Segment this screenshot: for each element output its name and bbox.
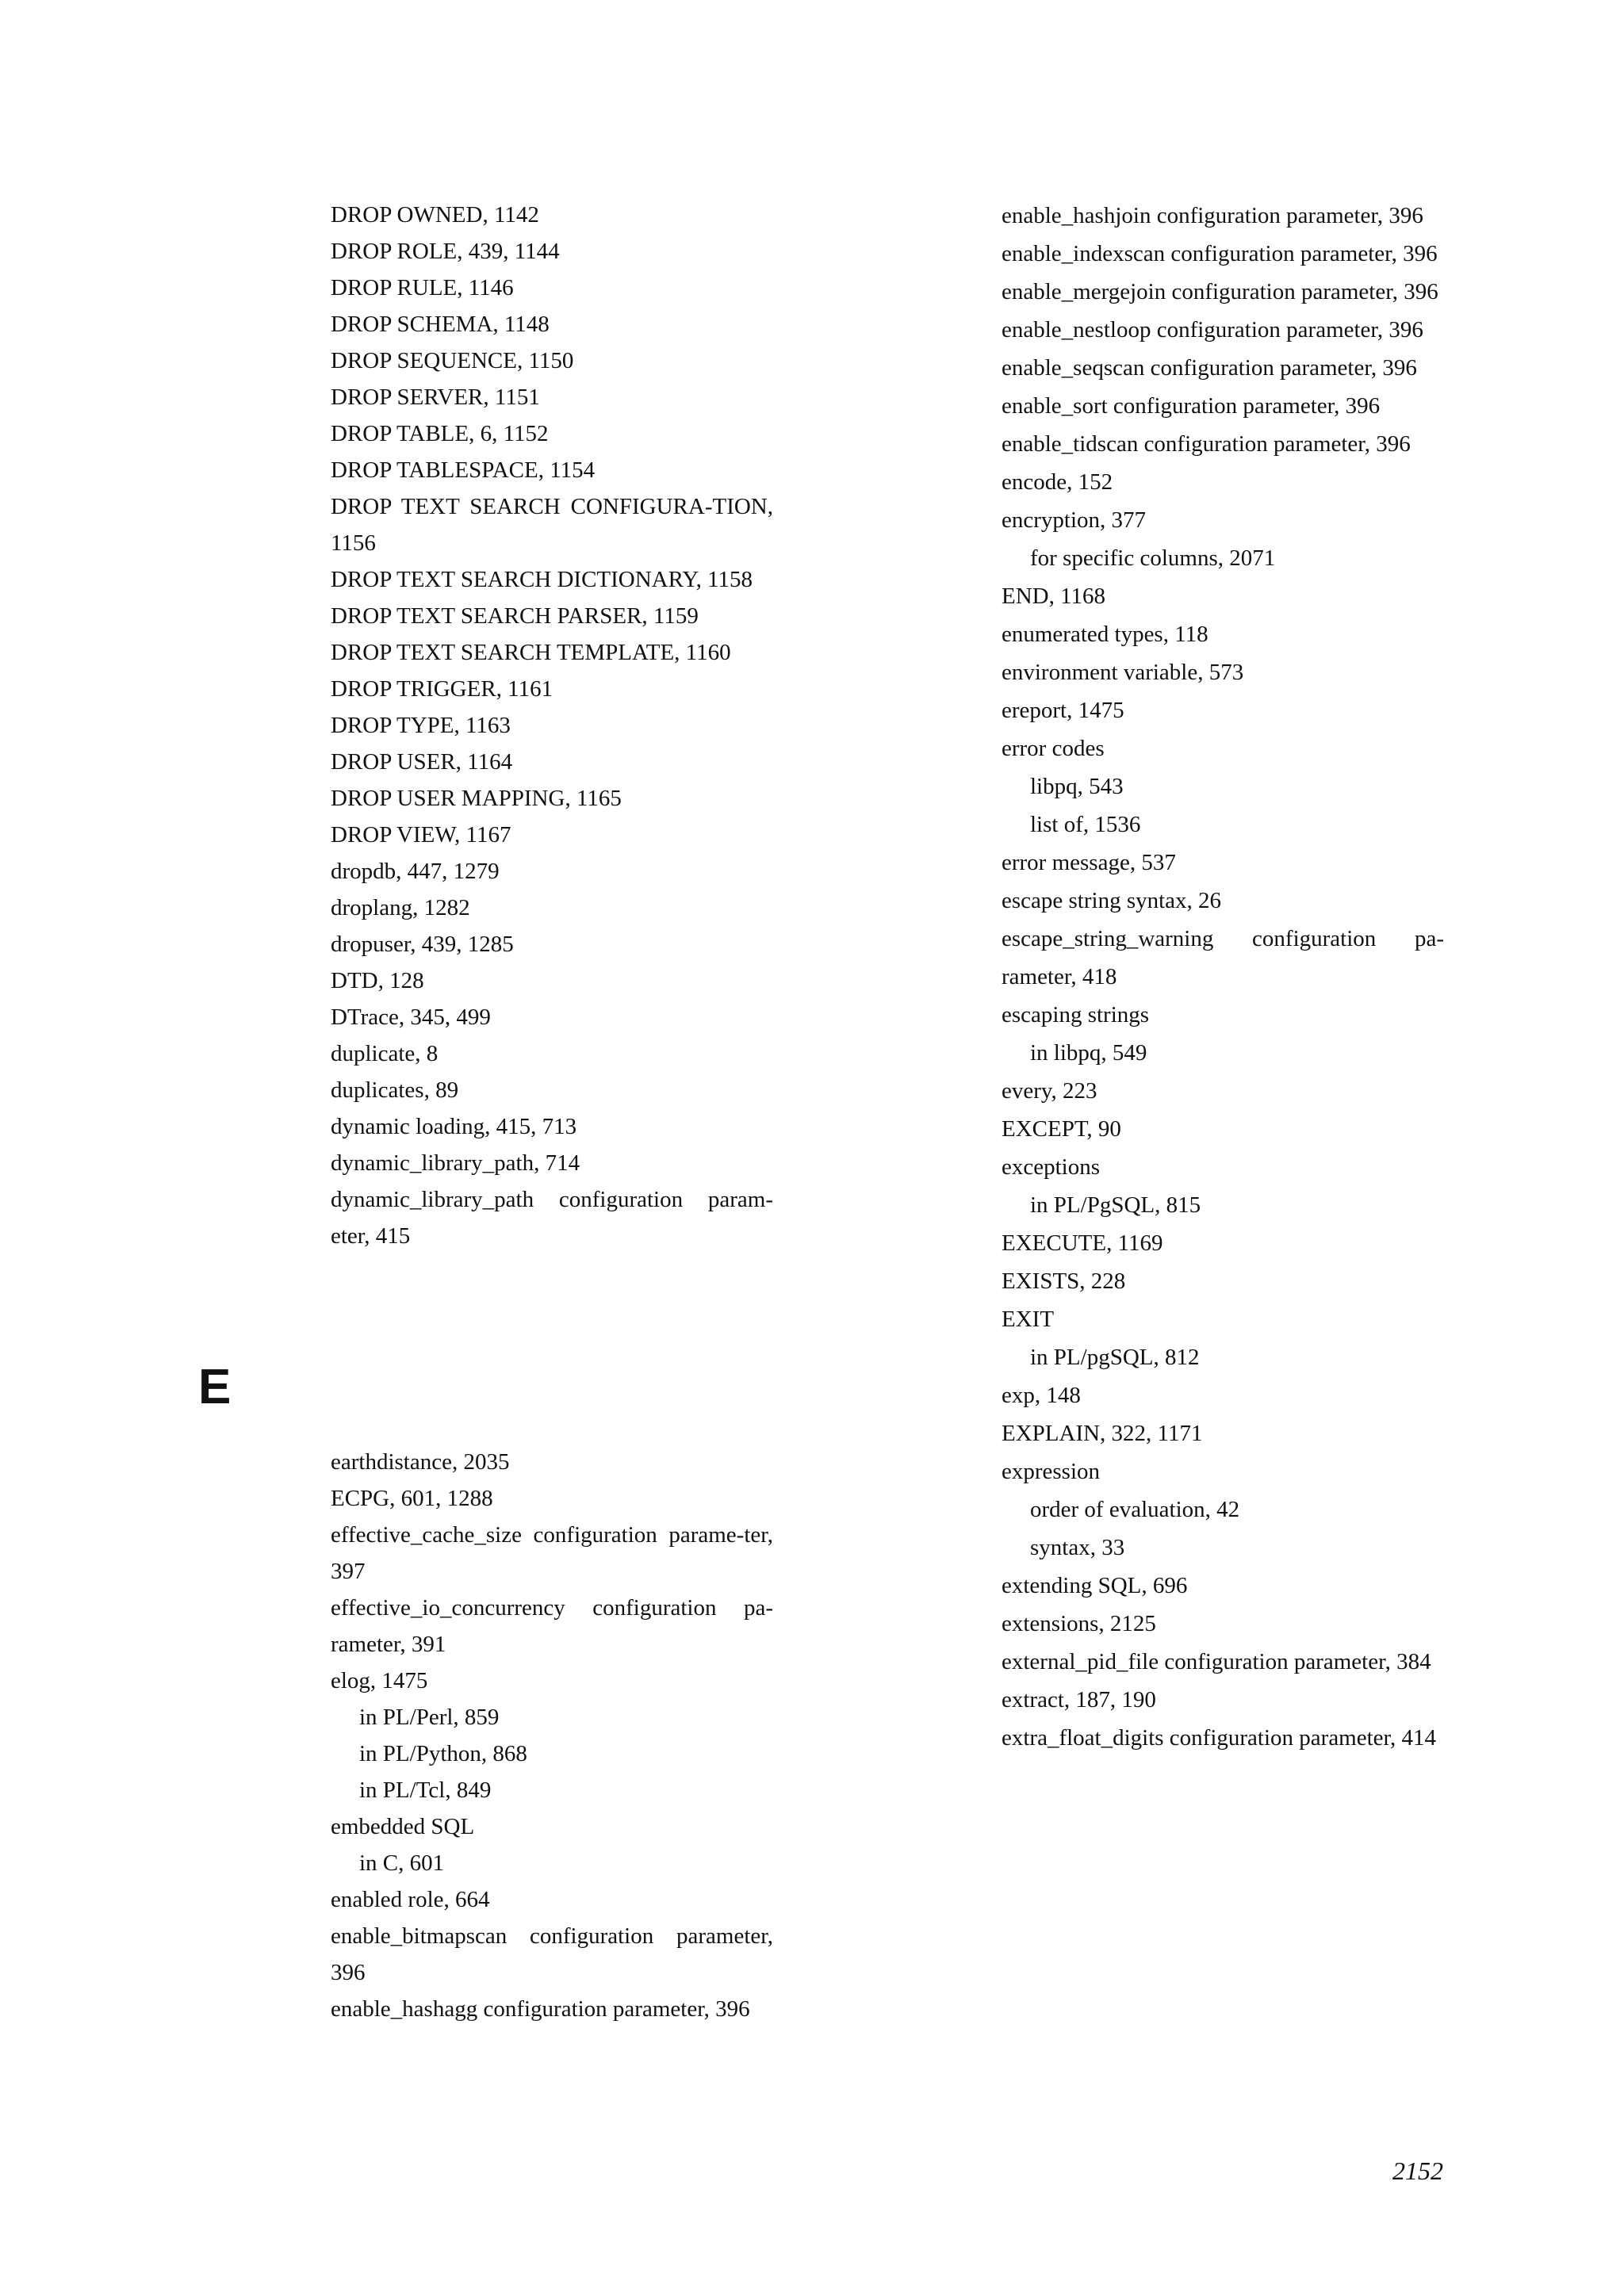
index-entry: expression	[1002, 1459, 1101, 1484]
index-entry: EXPLAIN, 322, 1171	[1002, 1421, 1203, 1446]
index-entry: extra_float_digits configuration parameter, 414	[1002, 1725, 1437, 1751]
index-entry: DROP USER, 1164	[331, 749, 513, 775]
index-subentry: order of evaluation, 42	[1030, 1497, 1240, 1522]
index-entry: duplicate, 8	[331, 1041, 439, 1066]
left-column-e-entries	[331, 1444, 773, 2027]
index-subentry: in PL/PgSQL, 815	[1030, 1192, 1201, 1218]
index-subentry: in libpq, 549	[1030, 1040, 1147, 1066]
index-subentry: in PL/Tcl, 849	[359, 1777, 492, 1803]
index-entry: earthdistance, 2035	[331, 1449, 510, 1475]
index-entry: EXECUTE, 1169	[1002, 1230, 1163, 1256]
index-entry: extract, 187, 190	[1002, 1687, 1156, 1712]
index-entry: ECPG, 601, 1288	[331, 1486, 493, 1511]
index-entry: enable_nestloop configuration parameter, 396	[1002, 317, 1423, 342]
index-entry: escaping strings	[1002, 1002, 1150, 1027]
page-number: 2152	[1392, 2156, 1443, 2185]
index-entry: dropuser, 439, 1285	[331, 932, 514, 957]
index-subentry: in PL/pgSQL, 812	[1030, 1345, 1200, 1370]
index-entry: embedded SQL	[331, 1814, 475, 1839]
index-subentry: in PL/Python, 868	[359, 1741, 527, 1766]
index-entry: DROP SERVER, 1151	[331, 385, 540, 410]
index-entry: DROP TEXT SEARCH PARSER, 1159	[331, 603, 699, 629]
index-entry: EXISTS, 228	[1002, 1269, 1126, 1294]
left-column-d-entries	[331, 197, 773, 1254]
index-entry: DROP OWNED, 1142	[331, 202, 539, 228]
index-entry: effective_cache_size configuration parame-ter, 397	[331, 1522, 773, 1584]
index-entry: DROP TYPE, 1163	[331, 713, 511, 738]
index-entry: enable_hashagg configuration parameter, 396	[331, 1996, 750, 2022]
index-entry: enable_bitmapscan configuration parameter, 396	[331, 1923, 773, 1985]
index-entry: effective_io_concurrency configuration pa-rameter, 391	[331, 1595, 773, 1657]
index-entry: DROP USER MAPPING, 1165	[331, 786, 622, 811]
index-entry: DTrace, 345, 499	[331, 1004, 491, 1030]
index-entry: extending SQL, 696	[1002, 1573, 1188, 1598]
index-entry: dynamic_library_path, 714	[331, 1150, 580, 1176]
index-entry: DROP TEXT SEARCH CONFIGURA-TION, 1156	[331, 494, 773, 556]
index-entry: enable_mergejoin configuration parameter, 396	[1002, 279, 1438, 304]
index-entry: EXCEPT, 90	[1002, 1116, 1121, 1142]
index-entry: dropdb, 447, 1279	[331, 859, 500, 884]
index-entry: encryption, 377	[1002, 507, 1147, 533]
index-entry: encode, 152	[1002, 469, 1113, 495]
index-entry: enable_hashjoin configuration parameter, 396	[1002, 203, 1423, 228]
index-entry: elog, 1475	[331, 1668, 428, 1693]
index-entry: escape_string_warning configuration pa-rameter, 418	[1002, 926, 1444, 989]
index-subentry: for specific columns, 2071	[1030, 545, 1276, 571]
index-entry: DROP SEQUENCE, 1150	[331, 348, 574, 373]
section-letter-e: E	[198, 1360, 232, 1414]
right-column-entries	[1002, 197, 1444, 1757]
index-subentry: libpq, 543	[1030, 774, 1124, 799]
index-entry: DROP TEXT SEARCH DICTIONARY, 1158	[331, 567, 753, 592]
index-entry: DROP ROLE, 439, 1144	[331, 239, 560, 264]
index-entry: DROP VIEW, 1167	[331, 822, 511, 848]
index-entry: enabled role, 664	[331, 1887, 490, 1912]
index-entry: dynamic loading, 415, 713	[331, 1114, 577, 1139]
index-entry: exceptions	[1002, 1154, 1101, 1180]
index-entry: DROP TABLESPACE, 1154	[331, 457, 596, 483]
index-entry: DROP TEXT SEARCH TEMPLATE, 1160	[331, 640, 731, 665]
index-entry: error codes	[1002, 736, 1105, 761]
index-subentry: in C, 601	[359, 1850, 445, 1876]
index-entry: DROP TRIGGER, 1161	[331, 676, 553, 702]
index-subentry: syntax, 33	[1030, 1535, 1125, 1560]
index-entry: DROP SCHEMA, 1148	[331, 312, 550, 337]
index-entry: droplang, 1282	[331, 895, 470, 920]
index-entry: duplicates, 89	[331, 1077, 459, 1103]
index-entry: DROP TABLE, 6, 1152	[331, 421, 549, 446]
index-entry: enumerated types, 118	[1002, 622, 1208, 647]
index-entry: external_pid_file configuration parameter, 384	[1002, 1649, 1431, 1674]
index-subentry: in PL/Perl, 859	[359, 1705, 500, 1730]
index-subentry: list of, 1536	[1030, 812, 1141, 837]
index-entry: EXIT	[1002, 1307, 1055, 1332]
index-entry: enable_tidscan configuration parameter, 396	[1002, 431, 1411, 457]
index-entry: END, 1168	[1002, 584, 1106, 609]
index-entry: dynamic_library_path configuration param-eter, 415	[331, 1187, 773, 1249]
index-entry: every, 223	[1002, 1078, 1097, 1104]
index-entry: escape string syntax, 26	[1002, 888, 1222, 913]
index-entry: error message, 537	[1002, 850, 1176, 875]
index-entry: enable_sort configuration parameter, 396	[1002, 393, 1381, 419]
index-entry: enable_indexscan configuration parameter, 396	[1002, 241, 1438, 266]
index-entry: extensions, 2125	[1002, 1611, 1156, 1636]
index-entry: DROP RULE, 1146	[331, 275, 514, 300]
index-entry: DTD, 128	[331, 968, 424, 993]
index-entry: exp, 148	[1002, 1383, 1081, 1408]
index-entry: ereport, 1475	[1002, 698, 1124, 723]
index-entry: enable_seqscan configuration parameter, 396	[1002, 355, 1417, 381]
index-entry: environment variable, 573	[1002, 660, 1244, 685]
